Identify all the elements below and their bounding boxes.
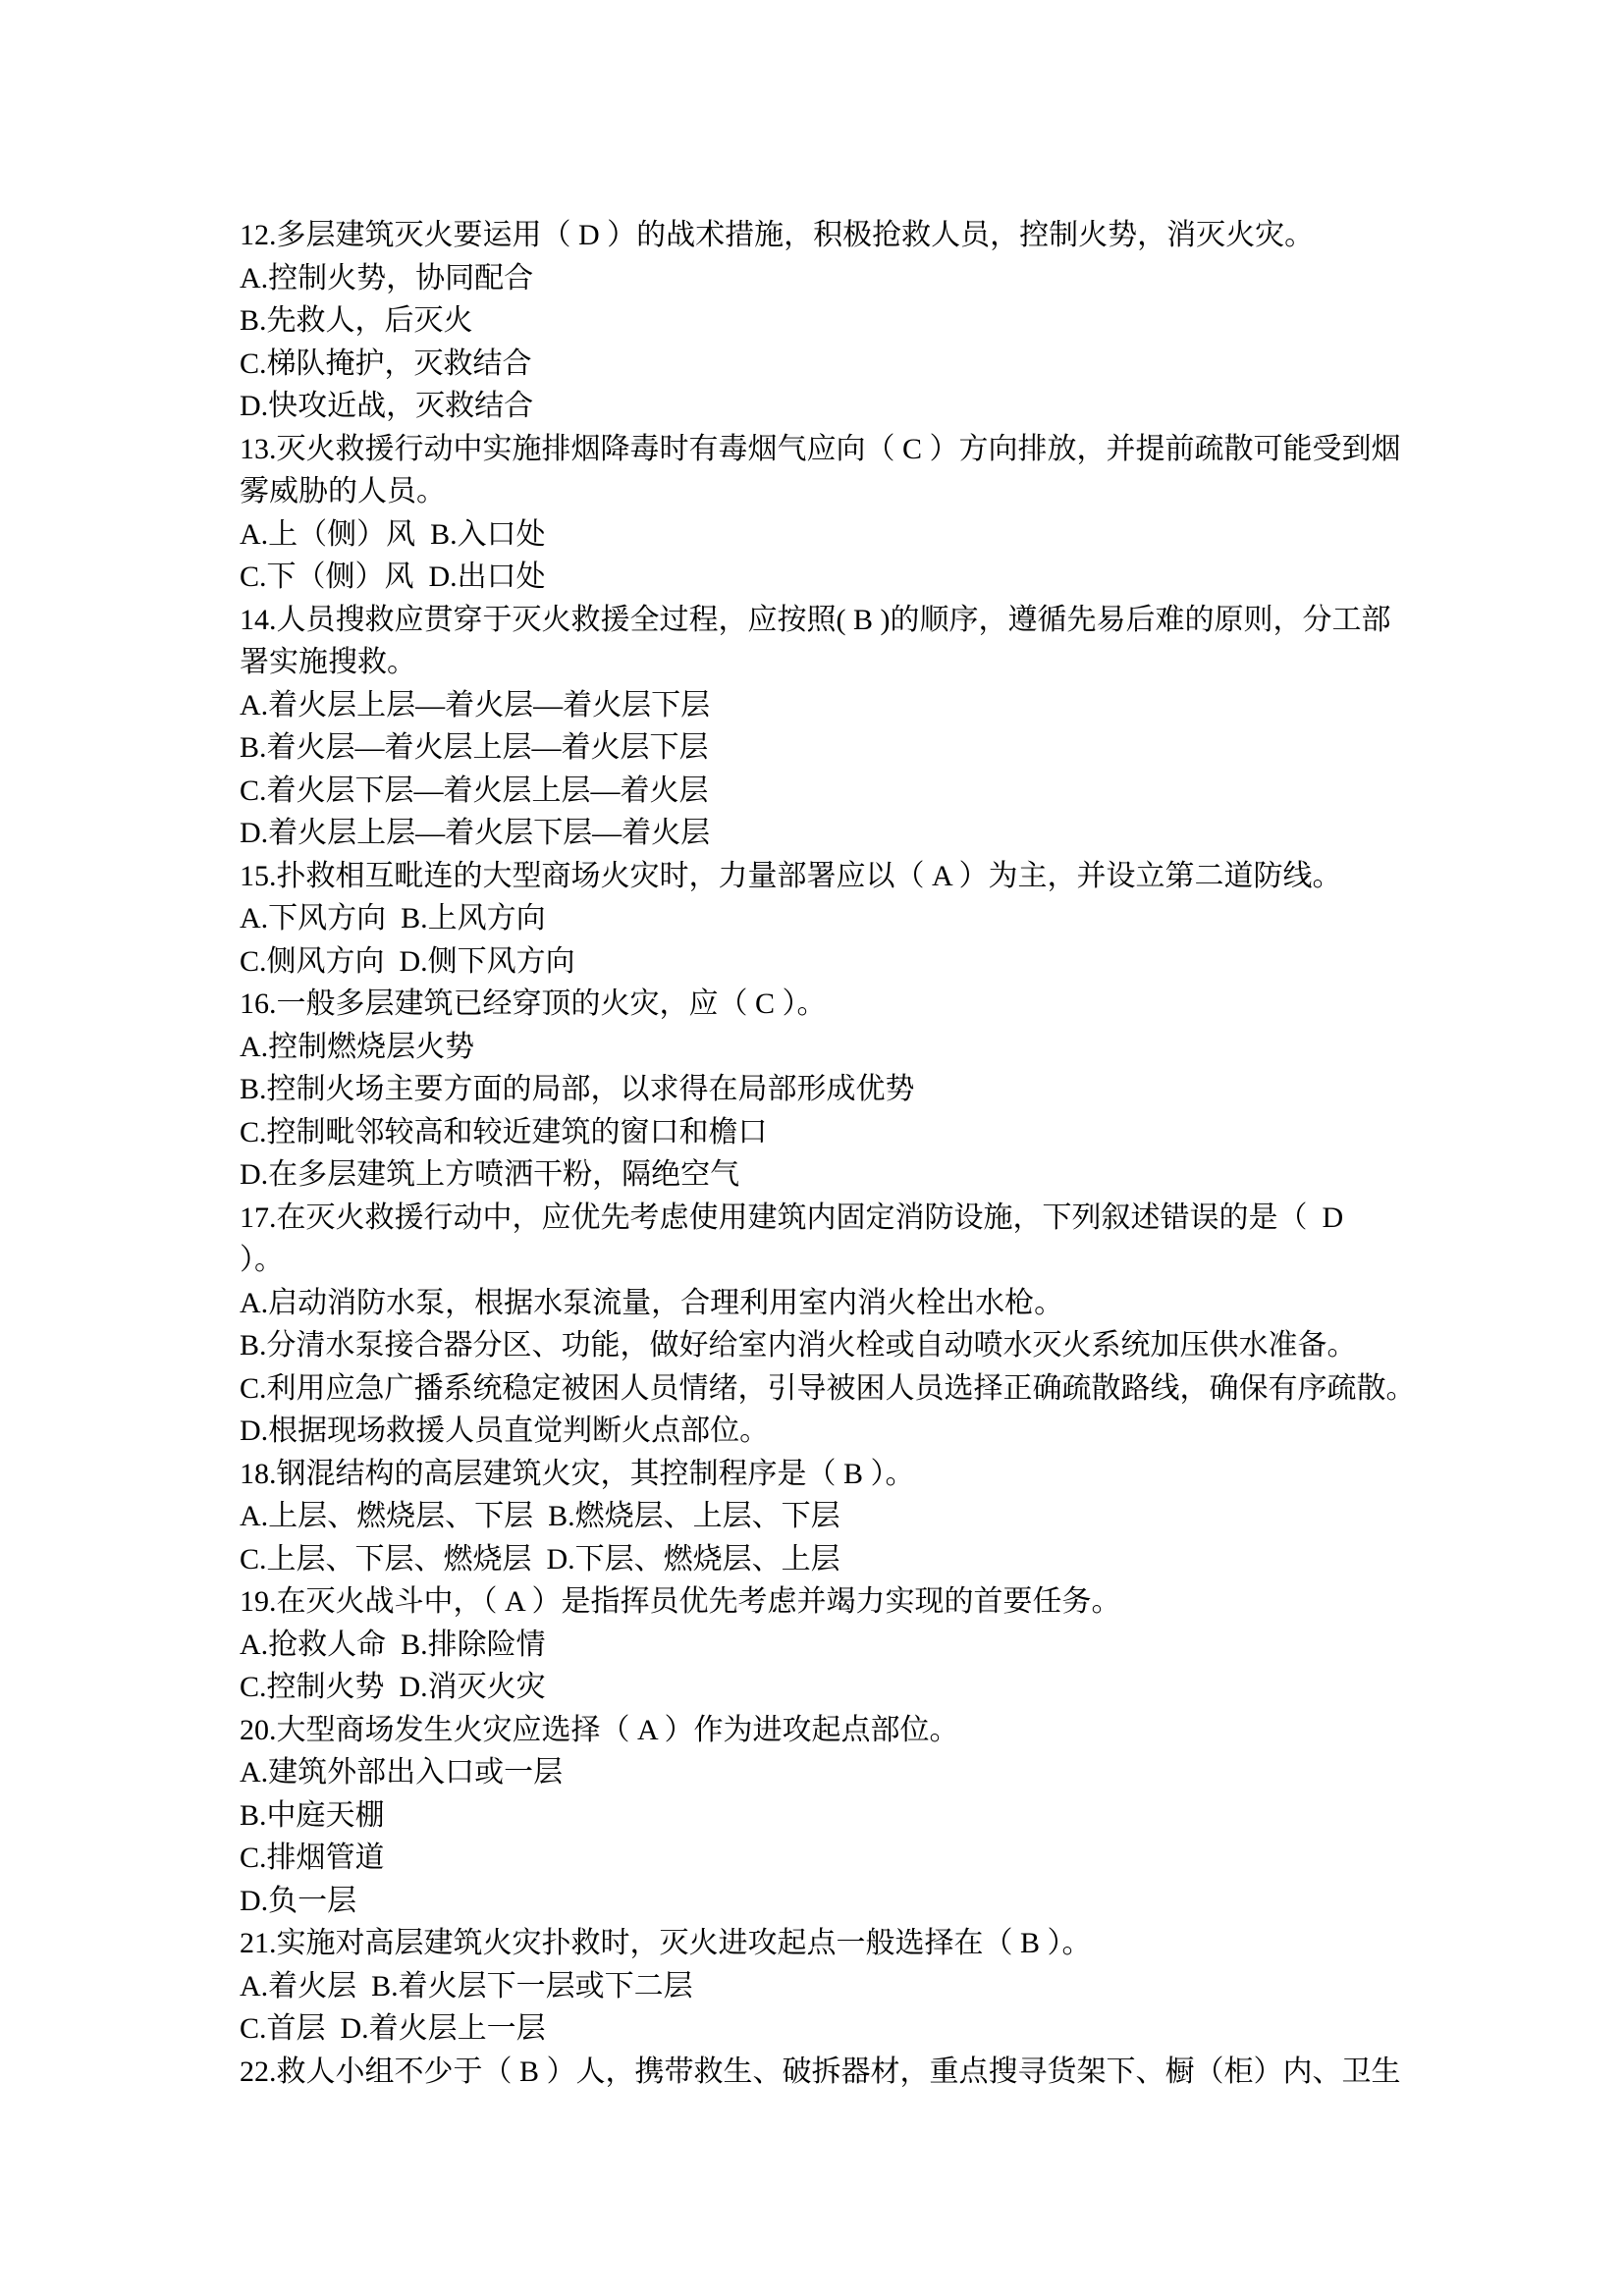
question-19-stem: 19.在灭火战斗中，（ A ）是指挥员优先考虑并竭力实现的首要任务。 [240, 1585, 1121, 1618]
question-20-option-d: D.负一层 [240, 1884, 357, 1917]
question-12-stem: 12.多层建筑灭火要运用（ D ）的战术措施，积极抢救人员，控制火势，消灭火灾。 [240, 219, 1315, 251]
question-20-option-a: A.建筑外部出入口或一层 [240, 1756, 564, 1789]
question-14-option-a: A.着火层上层—着火层—着火层下层 [240, 688, 711, 721]
question-17-option-c: C.利用应急广播系统稳定被困人员情绪，引导被困人员选择正确疏散路线，确保有序疏散。 [240, 1371, 1416, 1405]
question-12-option-b: B.先救人，后灭火 [240, 304, 473, 337]
question-16-stem: 16.一般多层建筑已经穿顶的火灾，应（ C ）。 [240, 988, 827, 1020]
question-18-options-cd: C.上层、下层、燃烧层 D.下层、燃烧层、上层 [240, 1542, 840, 1575]
question-21-options-cd: C.首层 D.着火层上一层 [240, 2012, 546, 2045]
question-13-options-cd: C.下（侧）风 D.出口处 [240, 561, 546, 593]
question-15-stem: 15.扑救相互毗连的大型商场火灾时，力量部署应以（ A ）为主，并设立第二道防线。 [240, 859, 1342, 892]
question-21-stem: 21.实施对高层建筑火灾扑救时，灭火进攻起点一般选择在（ B ）。 [240, 1927, 1092, 1959]
question-14-option-b: B.着火层—着火层上层—着火层下层 [240, 731, 709, 764]
question-19 [240, 1580, 1388, 1709]
question-19-options-cd: C.控制火势 D.消灭火灾 [240, 1671, 546, 1703]
question-16 [240, 983, 1388, 1197]
question-20-option-b: B.中庭天棚 [240, 1798, 385, 1832]
question-12 [240, 214, 1388, 428]
question-16-option-a: A.控制燃烧层火势 [240, 1030, 475, 1063]
question-18 [240, 1453, 1388, 1581]
question-12-option-d: D.快攻近战，灭救结合 [240, 390, 534, 422]
question-13-options-ab: A.上（侧）风 B.入口处 [240, 517, 546, 551]
question-14-option-d: D.着火层上层—着火层下层—着火层 [240, 817, 711, 849]
question-20-stem: 20.大型商场发生火灾应选择（ A ）作为进攻起点部位。 [240, 1713, 959, 1746]
question-16-option-b: B.控制火场主要方面的局部，以求得在局部形成优势 [240, 1073, 915, 1105]
question-13-stem-line-2: 雾威胁的人员。 [240, 475, 446, 507]
question-12-option-a: A.控制火势，协同配合 [240, 261, 534, 294]
question-19-options-ab: A.抢救人命 B.排除险情 [240, 1628, 546, 1661]
question-21-options-ab: A.着火层 B.着火层下一层或下二层 [240, 1969, 693, 2002]
question-22 [240, 2051, 1401, 2094]
question-18-options-ab: A.上层、燃烧层、下层 B.燃烧层、上层、下层 [240, 1500, 840, 1532]
question-22-stem-line-1: 22.救人小组不少于（ B ）人，携带救生、破拆器材，重点搜寻货架下、橱（柜）内、卫生 [240, 2055, 1401, 2088]
question-15-options-ab: A.下风方向 B.上风方向 [240, 902, 546, 934]
question-14-stem-line-1: 14.人员搜救应贯穿于灭火救援全过程，应按照( B )的顺序，遵循先易后难的原则，分工部 [240, 603, 1391, 636]
question-14-option-c: C.着火层下层—着火层上层—着火层 [240, 774, 709, 807]
question-18-stem: 18.钢混结构的高层建筑火灾，其控制程序是（ B ）。 [240, 1457, 915, 1490]
question-16-option-c: C.控制毗邻较高和较近建筑的窗口和檐口 [240, 1115, 768, 1148]
question-14-stem-line-2: 署实施搜救。 [240, 646, 416, 678]
question-15-options-cd: C.侧风方向 D.侧下风方向 [240, 944, 575, 978]
question-17-option-a: A.启动消防水泵，根据水泵流量，合理利用室内消火栓出水枪。 [240, 1286, 1064, 1319]
question-14 [240, 599, 1391, 855]
question-13 [240, 428, 1401, 599]
question-12-option-c: C.梯队掩护，灭救结合 [240, 347, 532, 380]
question-20-option-c: C.排烟管道 [240, 1842, 385, 1874]
question-20 [240, 1709, 1388, 1923]
question-21 [240, 1922, 1388, 2051]
question-17-stem-line-1: 17.在灭火救援行动中，应优先考虑使用建筑内固定消防设施，下列叙述错误的是（ D [240, 1201, 1344, 1234]
question-13-stem-line-1: 13.灭火救援行动中实施排烟降毒时有毒烟气应向（ C ）方向排放，并提前疏散可能受到烟 [240, 432, 1401, 465]
question-17-option-d: D.根据现场救援人员直觉判断火点部位。 [240, 1415, 770, 1447]
question-17-stem-line-2: ）。 [240, 1244, 284, 1276]
question-17-option-b: B.分清水泵接合器分区、功能，做好给室内消火栓或自动喷水灭火系统加压供水准备。 [240, 1329, 1357, 1362]
question-17 [240, 1197, 1416, 1453]
question-15 [240, 855, 1388, 984]
question-16-option-d: D.在多层建筑上方喷洒干粉，隔绝空气 [240, 1158, 740, 1191]
